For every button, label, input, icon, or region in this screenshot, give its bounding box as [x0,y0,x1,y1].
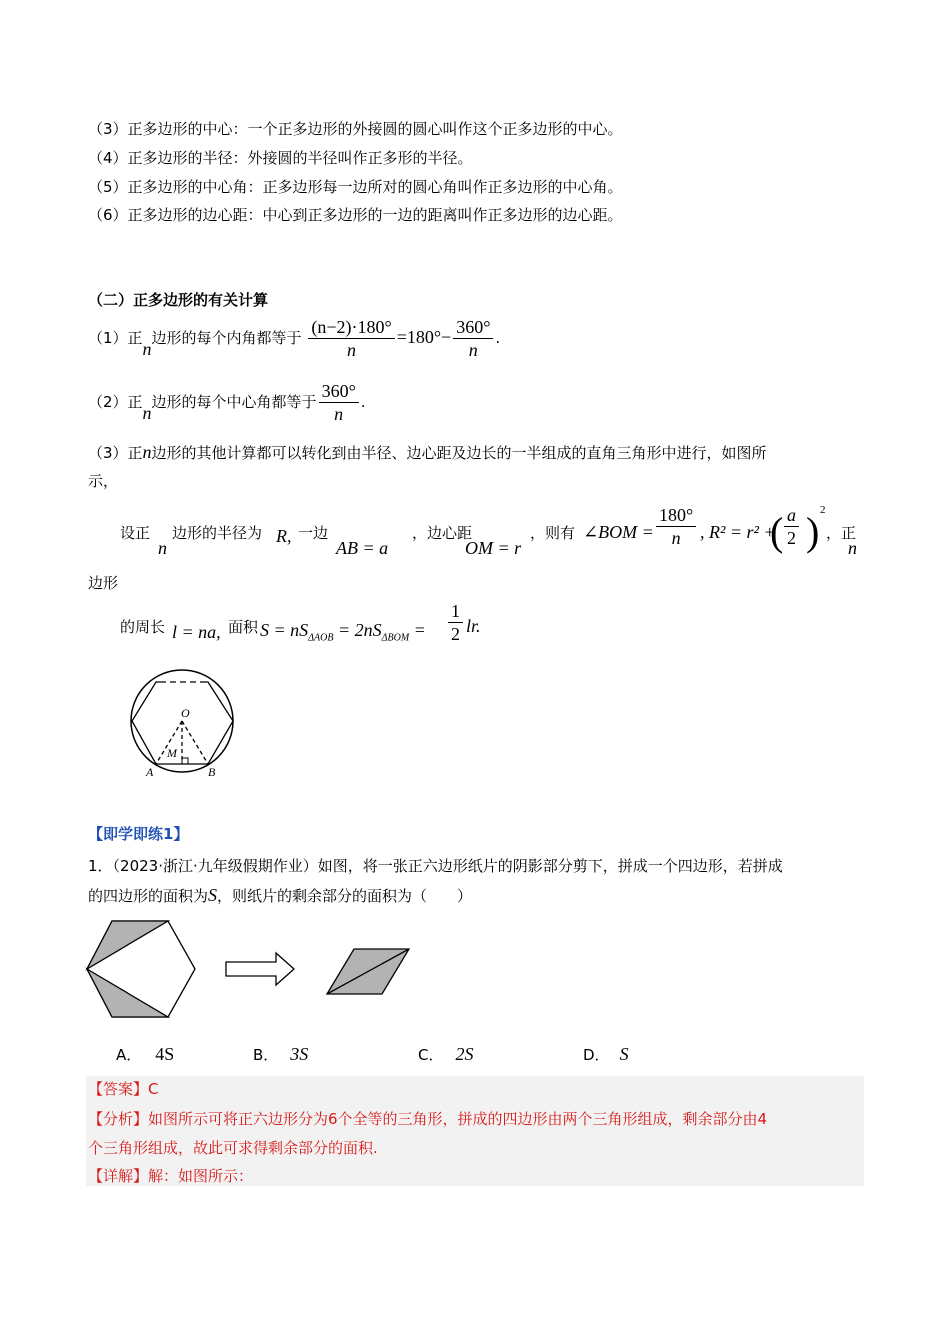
analysis-line-2: 个三角形组成，故此可求得剩余部分的面积. [88,1139,378,1157]
item3-continuation: 示， [88,472,119,490]
definition-apothem: （6）正多边形的边心距：中心到正多边形的一边的距离叫作正多边形的边心距。 [88,206,623,224]
label-m: M [167,746,177,760]
answer-line: 【答案】C [88,1080,159,1098]
inscribed-hexagon-figure [120,668,250,780]
definition-central-angle: （5）正多边形的中心角：正多边形每一边所对的圆心角叫作正多边形的中心角。 [88,178,623,196]
setup-continuation: 边形 [88,574,119,592]
option-a[interactable]: A． 4S [116,1044,175,1064]
hexagon-cut-figure [84,918,414,1022]
option-c[interactable]: C． 2S [418,1044,474,1064]
definition-center: （3）正多边形的中心：一个正多边形的外接圆的圆心叫作这个正多边形的中心。 [88,120,623,138]
exercise-heading: 【即学即练1】 [88,825,189,843]
label-o: O [181,706,190,720]
label-b: B [208,765,216,779]
definition-radius: （4）正多边形的半径：外接圆的半径叫作正多形的半径。 [88,149,473,167]
question-line-1: 1．（2023·浙江·九年级假期作业）如图，将一张正六边形纸片的阴影部分剪下，拼成一个四边形，若拼成 [88,857,783,875]
formula-interior-angle: （1）正n边形的每个内角都等于 $\frac{(n-2)\cdot 180^\circ}{n}$ =180°− $\frac{360^\circ}{n}$ . [88,317,501,360]
section-title: （二）正多边形的有关计算 [88,291,269,309]
question-line-2: 的四边形的面积为S，则纸片的剩余部分的面积为（ ） [88,885,473,905]
right-angle-mark [182,758,188,764]
arrow-right-icon [226,953,294,985]
formula-central-angle: （2）正n边形的每个中心角都等于 $\frac{360^\circ}{n}$ . [88,381,366,424]
option-d[interactable]: D． S [583,1044,629,1064]
detail-line: 【详解】解：如图所示： [88,1167,254,1185]
item3-text: （3）正n边形的其他计算都可以转化到由半径、边心距及边长的一半组成的直角三角形中进行，如图所 [88,442,767,462]
analysis-line-1: 【分析】如图所示可将正六边形分为6个全等的三角形，拼成的四边形由两个三角形组成，剩余部分由4 [88,1110,768,1128]
option-b[interactable]: B． 3S [253,1044,309,1064]
label-a: A [146,765,154,779]
